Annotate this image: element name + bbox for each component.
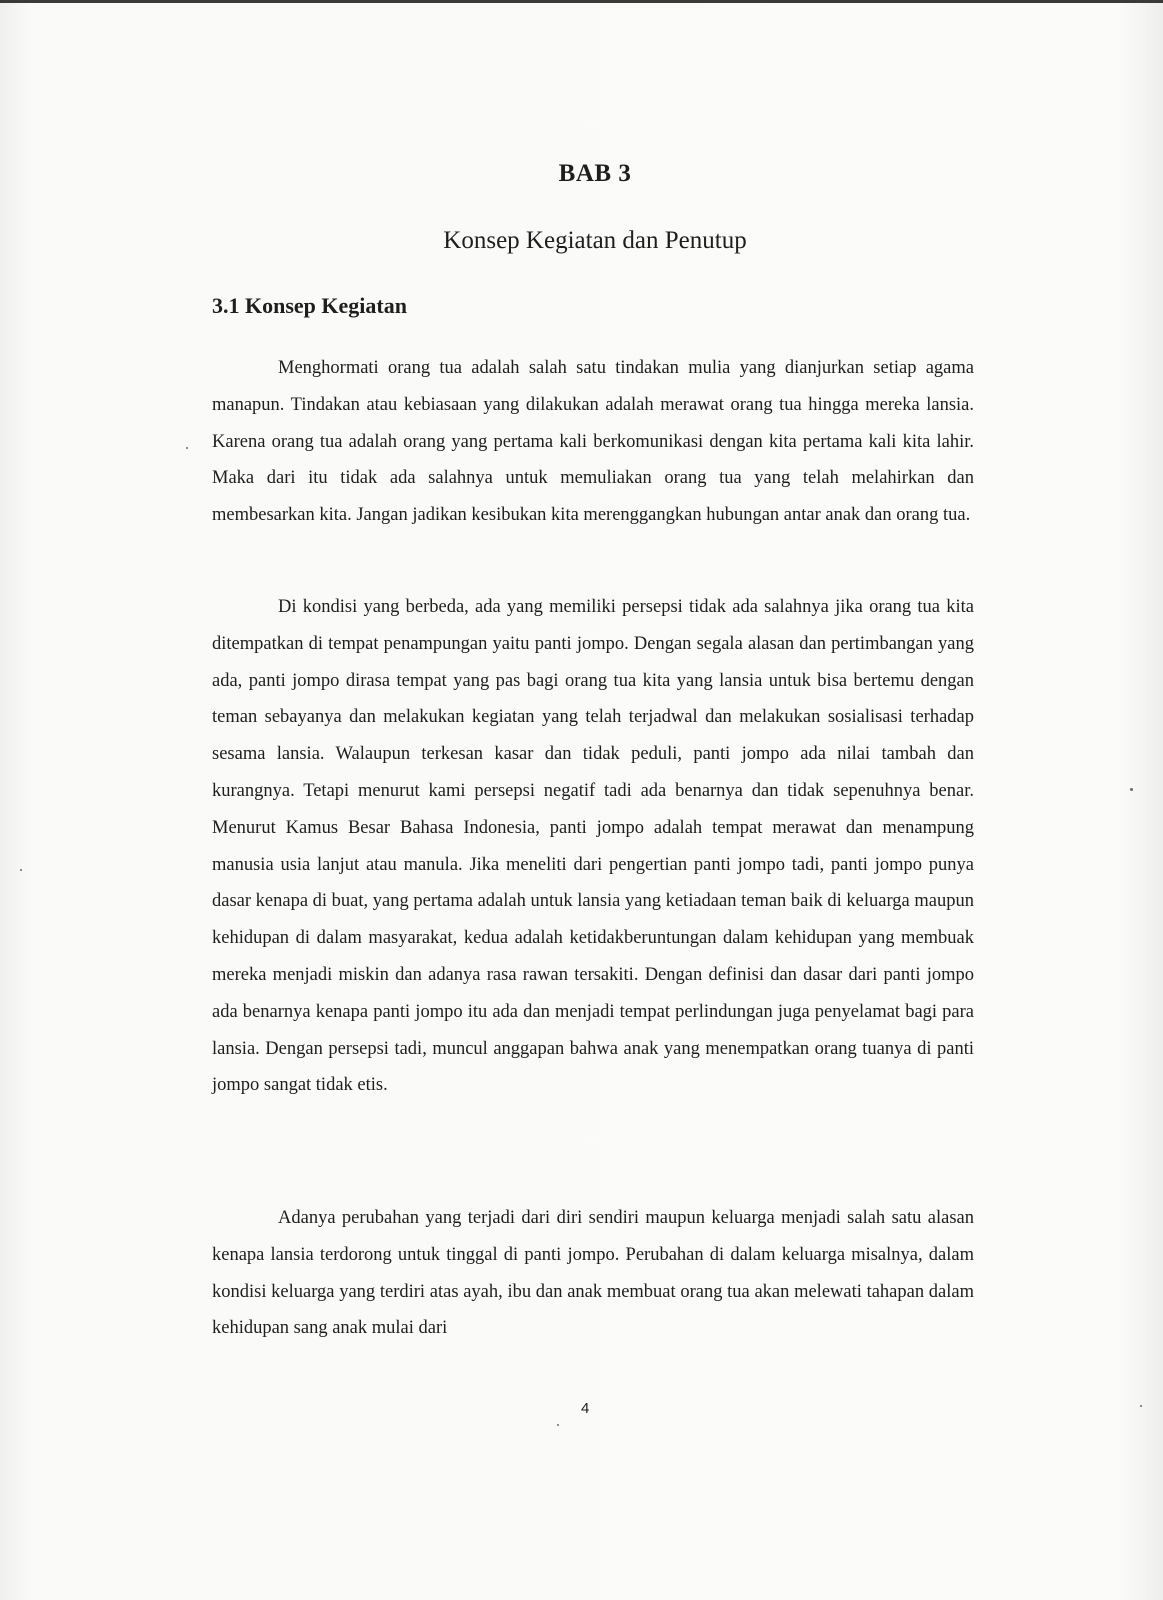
section-heading: 3.1 Konsep Kegiatan xyxy=(212,293,407,318)
chapter-label: BAB 3 xyxy=(558,160,632,187)
paragraph-text: Di kondisi yang berbeda, ada yang memiliki persepsi tidak ada salahnya jika orang tua kita ditempatkan di tempat penampungan yaitu panti jompo. Dengan segala alasan dan pertimbangan yang ada, panti jompo dirasa tempat yang pas bagi orang tua kita yang lansia untuk bisa bertemu dengan teman sebayanya dan melakukan kegiatan yang telah terjadwal dan melakukan sosialisasi terhadap sesama lansia. Walaupun terkesan kasar dan tidak peduli, panti jompo ada nilai tambah dan kurangnya. Tetapi menurut kami persepsi negatif tadi ada benarnya dan tidak sepenuhnya benar. Menurut Kamus Besar Bahasa Indonesia, panti jompo adalah tempat merawat dan menampung manusia usia lanjut atau manula. Jika meneliti dari pengertian panti jompo tadi, panti jompo punya dasar kenapa di buat, yang pertama adalah untuk lansia yang ketiadaan teman baik di keluarga maupun kehidupan di dalam masyarakat, kedua adalah ketidakberuntungan dalam kehidupan yang membuak mereka menjadi miskin dan adanya rasa rawan tersakiti. Dengan definisi dan dasar dari panti jompo ada benarnya kenapa panti jompo itu ada dan menjadi tempat perlindungan juga penyelamat bagi para lansia. Dengan persepsi tadi, muncul anggapan bahwa anak yang menempatkan orang tuanya di panti jompo sangat tidak etis. xyxy=(212,597,974,1096)
scan-speck xyxy=(20,869,22,871)
paragraph-text: Menghormati orang tua adalah salah satu tindakan mulia yang dianjurkan setiap agama manapun. Tindakan atau kebiasaan yang dilakukan adalah merawat orang tua hingga mereka lansia. Karena orang tua adalah orang yang pertama kali berkomunikasi dengan kita pertama kali kita lahir. Maka dari itu tidak ada salahnya untuk memuliakan orang tua yang telah melahirkan dan membesarkan kita. Jangan jadikan kesibukan kita merenggangkan hubungan antar anak dan orang tua. xyxy=(212,358,974,526)
chapter-title: Konsep Kegiatan dan Penutup xyxy=(443,227,747,254)
paragraph-3 xyxy=(212,1200,974,1347)
scan-speck xyxy=(1140,1405,1142,1407)
scan-speck xyxy=(557,1424,559,1426)
paragraph-1 xyxy=(212,350,974,534)
paragraph-text: Adanya perubahan yang terjadi dari diri sendiri maupun keluarga menjadi salah satu alasan kenapa lansia terdorong untuk tinggal di panti jompo. Perubahan di dalam keluarga misalnya, dalam kondisi keluarga yang terdiri atas ayah, ibu dan anak membuat orang tua akan melewati tahapan dalam kehidupan sang anak mulai dari xyxy=(212,1208,974,1339)
scan-speck xyxy=(1130,788,1133,791)
page-number: 4 xyxy=(581,1400,590,1417)
scan-speck xyxy=(186,447,188,449)
scan-top-edge xyxy=(0,0,1163,3)
paragraph-2 xyxy=(212,589,974,1104)
